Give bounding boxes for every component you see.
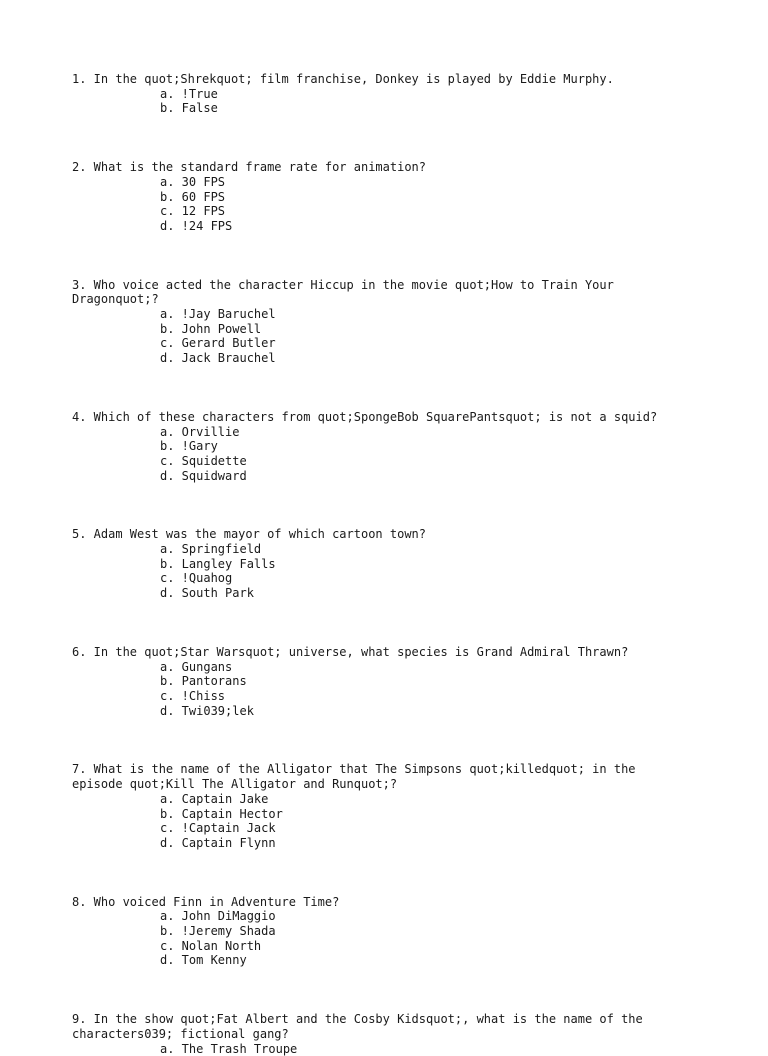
answer-option: b. Pantorans [160, 674, 247, 689]
question-8 [72, 895, 712, 969]
answer-option: d. Twi039;lek [160, 703, 254, 718]
question-text: 8. Who voiced Finn in Adventure Time? [72, 894, 340, 909]
answer-option: d. Captain Flynn [160, 835, 276, 850]
answer-option: d. Squidward [160, 468, 247, 483]
answer-option: b. Langley Falls [160, 556, 276, 571]
question-1 [72, 72, 712, 116]
answer-option: a. Springfield [160, 542, 262, 557]
answer-option: a. Captain Jake [160, 791, 269, 806]
answer-option: b. 60 FPS [160, 189, 226, 204]
answer-option: b. Captain Hector [160, 806, 283, 821]
answer-options [72, 1042, 712, 1056]
answer-option: b. !Jeremy Shada [160, 924, 276, 939]
question-text: 4. Which of these characters from quot;SpongeBob SquarePantsquot; is not a squid? [72, 409, 658, 424]
answer-option: a. !True [160, 86, 218, 101]
question-9 [72, 1012, 712, 1056]
question-6 [72, 645, 712, 719]
answer-option: d. !24 FPS [160, 218, 233, 233]
answer-option: c. !Quahog [160, 571, 233, 586]
answer-option: c. 12 FPS [160, 204, 226, 219]
quiz-document [72, 72, 712, 1056]
answer-options [72, 425, 712, 484]
answer-option: d. Jack Brauchel [160, 351, 276, 366]
question-4 [72, 410, 712, 484]
question-text: 3. Who voice acted the character Hiccup in the movie quot;How to Train Your Dragonquot;? [72, 277, 622, 307]
question-text: 7. What is the name of the Alligator that The Simpsons quot;killedquot; in the episode quot;Kill The Alligator and Runquot;? [72, 762, 643, 792]
answer-options [72, 87, 712, 116]
question-text: 5. Adam West was the mayor of which cartoon town? [72, 527, 427, 542]
answer-option: d. Tom Kenny [160, 953, 247, 968]
answer-option: c. Gerard Butler [160, 336, 276, 351]
answer-option: d. South Park [160, 586, 254, 601]
answer-option: a. 30 FPS [160, 174, 226, 189]
question-text: 9. In the show quot;Fat Albert and the Cosby Kidsquot;, what is the name of the characters039; fictional gang? [72, 1012, 650, 1041]
question-5 [72, 527, 712, 601]
question-3 [72, 278, 712, 366]
answer-option: b. !Gary [160, 439, 218, 454]
answer-options [72, 909, 712, 968]
answer-option: b. John Powell [160, 321, 262, 336]
question-2 [72, 160, 712, 234]
answer-options [72, 660, 712, 719]
answer-option: a. John DiMaggio [160, 909, 276, 924]
question-7 [72, 762, 712, 850]
answer-option: a. Gungans [160, 659, 233, 674]
answer-option: b. False [160, 101, 218, 116]
answer-option: c. Nolan North [160, 938, 262, 953]
question-text: 1. In the quot;Shrekquot; film franchise, Donkey is played by Eddie Murphy. [72, 72, 614, 86]
question-text: 2. What is the standard frame rate for animation? [72, 160, 427, 175]
answer-option: a. !Jay Baruchel [160, 307, 276, 322]
question-text: 6. In the quot;Star Warsquot; universe, what species is Grand Admiral Thrawn? [72, 644, 629, 659]
answer-options [72, 792, 712, 851]
answer-options [72, 542, 712, 601]
answer-option: c. !Chiss [160, 688, 226, 703]
answer-option: c. Squidette [160, 453, 247, 468]
answer-options [72, 175, 712, 234]
answer-option: a. Orvillie [160, 424, 240, 439]
answer-options [72, 307, 712, 366]
answer-option: c. !Captain Jack [160, 821, 276, 836]
answer-option: a. The Trash Troupe [160, 1041, 298, 1056]
